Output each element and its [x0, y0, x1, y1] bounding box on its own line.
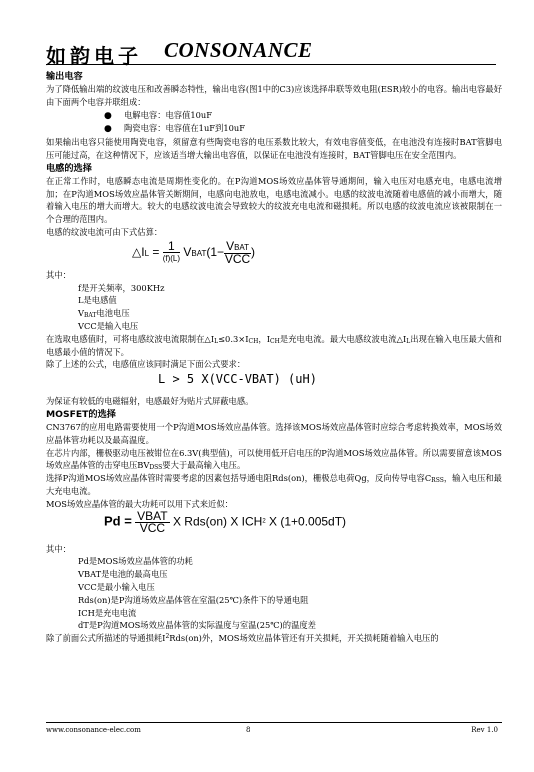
mosfet-power-formula: Pd = $\frac{\text{VBAT}}{\text{VCC}}$ X Rds(on) X ICH$^2$ X (1+0.005dT)	[104, 508, 347, 535]
definition-item: L是电感值	[78, 295, 117, 306]
paragraph: 其中：	[46, 269, 71, 280]
bullet-item	[46, 122, 502, 136]
company-logo-chinese: 如韵电子	[46, 44, 142, 68]
inductor-ripple-formula: △IL = $\frac{1}{(f)(L)}$ VBAT(1− $\frac{\text{VBAT}}{\text{VCC}}$ )	[132, 238, 256, 266]
paragraph: 其中：	[46, 543, 71, 554]
section-title-output-capacitor: 输出电容	[46, 71, 83, 82]
paragraph: 在选取电感值时，可将电感纹波电流限制在$\triangle I_L\le 0.3\times I_{CH}$，$I_{CH}$是充电电流。最大电感纹波电流$\triangle I_L$出现在输入电压最大值和电感最小值的情况下。	[46, 333, 502, 357]
page-content	[46, 70, 502, 645]
paragraph: 电感的纹波电流可由下式估算：	[46, 226, 163, 237]
paragraph: 选择P沟道MOS场效应晶体管时需要考虑的因素包括导通电阻Rds(on)，栅极总电荷Qg，反向传导电容$C_{RSS}$，输入电压和最大充电电流。	[46, 473, 502, 496]
footer-website-link[interactable]: www.consonance-elec.com	[46, 726, 141, 734]
section-title-mosfet: MOSFET的选择	[46, 408, 116, 420]
definition-item: VCC是输入电压	[78, 320, 139, 331]
bullet-text: 陶瓷电容：电容值在1uF到10uF	[124, 123, 246, 134]
company-logo-english: CONSONANCE	[164, 38, 313, 62]
bullet-item	[46, 109, 502, 123]
paragraph: CN3767的应用电路需要使用一个P沟道MOS场效应晶体管。选择该MOS场效应晶体管时应综合考虑转换效率，MOS场效应晶体管功耗以及最高温度。	[46, 421, 502, 445]
paragraph: 为保证有较低的电磁辐射，电感最好为贴片式屏蔽电感。	[46, 396, 254, 407]
revision-label: Rev 1.0	[471, 726, 498, 734]
formula-fraction: $\frac{\text{VBAT}}{\text{VCC}}$	[137, 508, 168, 535]
paragraph: 除了上述的公式，电感值应该同时满足下面公式要求：	[46, 359, 246, 370]
paragraph: 为了降低输出端的纹波电压和改善瞬态特性，输出电容(图1中的C3)应该选择串联等效电阻(ESR)较小的电容。输出电容最好由下面两个电容并联组成：	[46, 84, 502, 107]
paragraph: 除了前面公式所描述的导通损耗$I^2Rds(on)$外，MOS场效应晶体管还有开关损耗，开关损耗随着输入电压的	[46, 633, 439, 644]
definition-item: Rds(on)是P沟道场效应晶体管在室温(25℃)条件下的导通电阻	[78, 594, 309, 605]
paragraph: 在正常工作时，电感瞬态电流是周期性变化的。在P沟道MOS场效应晶体管导通期间，输入电压对电感充电，电感电流增加；在P沟道MOS场效应晶体管关断期间，电感向电池放电，电感电流减小。电感的纹波电流随着电感值的减小而增大，随着输入电压的增大而增大。较大的电感纹波电流会导致较大的纹波充电电流和磁损耗。所以电感的纹波电流应该被限制在一个合理的范围内。	[46, 175, 502, 225]
page-header	[46, 38, 496, 68]
section-title-inductor: 电感的选择	[46, 162, 92, 174]
paragraph: MOS场效应晶体管的最大功耗可以用下式来近似：	[46, 498, 233, 509]
bullet-icon: ●	[104, 124, 112, 135]
paragraph: 如果输出电容只能使用陶瓷电容，须留意有些陶瓷电容的电压系数比较大，有效电容值变低，在电池没有连接时BAT管脚电压可能过高，在这种情况下，应该适当增大输出电容值，以保证在电池没有连接时，BAT管脚电压在安全范围内。	[46, 137, 502, 160]
formula-fraction: $\frac{\text{VBAT}}{\text{VCC}}$	[224, 238, 251, 266]
definition-item: $V_{BAT}$电池电压	[78, 308, 130, 320]
definition-item: VCC是最小输入电压	[78, 581, 155, 592]
formula-fraction: $\frac{1}{(f)(L)}$	[162, 239, 181, 264]
definition-item: f是开关频率，300KHz	[78, 282, 165, 293]
definition-item: VBAT是电池的最高电压	[78, 569, 168, 580]
page-number: 8	[246, 726, 251, 734]
definition-item: ICH是充电电流	[78, 607, 137, 618]
bullet-icon: ●	[104, 110, 112, 121]
bullet-text: 电解电容：电容值10uF	[124, 109, 213, 120]
definition-item: dT是P沟道MOS场效应晶体管的实际温度与室温(25℃)的温度差	[78, 620, 316, 631]
page-footer	[46, 722, 502, 737]
definition-item: Pd是MOS场效应晶体管的功耗	[78, 556, 193, 567]
inductor-value-formula: L > 5 X(VCC-VBAT) (uH)	[158, 372, 317, 387]
paragraph: 在芯片内部，栅极驱动电压被钳位在6.3V(典型值)，可以使用低开启电压的P沟道MOS场效应晶体管。所以需要留意该MOS场效应晶体管的击穿电压$BV_{DSS}$要大于最高输入电压。	[46, 447, 502, 472]
